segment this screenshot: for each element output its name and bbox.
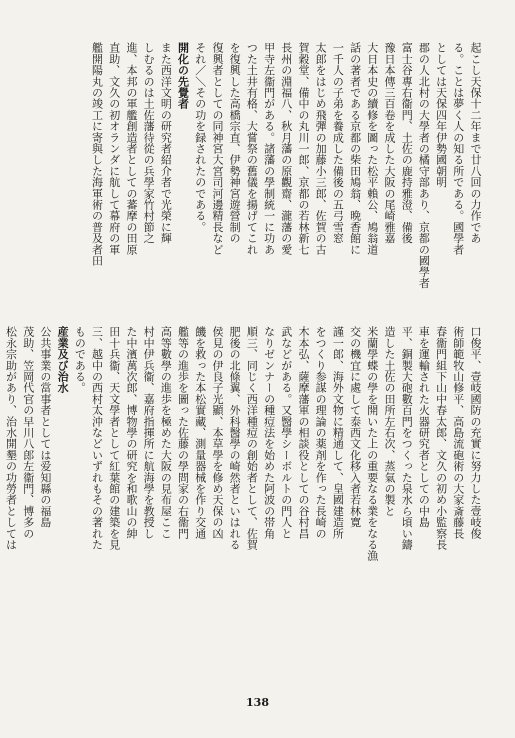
text-column: 米蘭學蝶の學を開いた上の重要なる業をなる漁 [365, 326, 379, 562]
text-column: 木本弘、薩摩藩軍の相談役としての谷村昌 [296, 326, 310, 539]
text-column: 高等數學の進歩を極めた大阪の見布屋ここ [159, 326, 173, 539]
text-column: 一千人の子弟を養成した備後の五弓雪窓 [331, 42, 345, 244]
text-column: 復興者としての同神宮大宮司河邊精長など [210, 42, 224, 255]
text-column: しむるのは土佐藩待從の兵學家竹村節之 [142, 42, 156, 244]
text-column: 田十兵衞、天文學者として紅葉館の建築を見 [107, 326, 121, 550]
text-column: 大日本史の續修を圖った松平賴公、鳩翁道 [365, 42, 379, 255]
text-column: 造した土佐の田所左右次、蒸氣の製と [382, 326, 396, 517]
text-column: 豫日本傳三百卷を成した大阪の尾崎雅嘉 [382, 42, 396, 244]
upper-text-band [36, 42, 484, 294]
text-column: 順三、同じく西洋種痘の創始者として、佐賀 [245, 326, 259, 550]
text-column [0, 326, 2, 682]
text-column: をつくり参謀の理論の薬剤を作った長崎の [314, 326, 328, 539]
text-column: 郡の人北村の大學者の橘守部あり、京都の國學者 [417, 42, 431, 289]
text-column: 起こし天保十二年まで廿八回の力作であ [469, 42, 482, 244]
section-heading: 開化の先覺者 [176, 42, 190, 110]
text-column: 術師範牧山修平、高島流砲術の大家斎藤長 [451, 326, 465, 539]
text-column: を復興した高橋宗直、伊勢神宮遊營制の [228, 42, 242, 244]
text-column: る。ことは夢く人の知る所である。國學者 [451, 42, 465, 255]
text-column: なりゼンナーの種痘法を始めた阿波の帯角 [262, 326, 276, 539]
text-column: 平、銅製大砲數百門をつくった泉水ら頃い鑄 [400, 326, 414, 550]
text-column: 艦等の進歩を圖った佐藤の學問家の右衞門 [176, 326, 190, 539]
text-column: 長州の淵福八、秋月藩の原觀齋、瀧藩の愛 [279, 42, 293, 255]
text-column: 話の著者である京都の柴田鳩翁、晩香館に [348, 42, 362, 255]
text-column: 太郎をはじめ飛彈の加藤小三郎、佐賀の古 [314, 42, 328, 255]
text-column: 艦開陽丸の竣工に寄與した海軍術の普及者田 [90, 42, 104, 266]
text-column: 松永宗助があり、治水開墾の功勞者としては [4, 326, 18, 550]
text-column: つた土井有格、大嘗祭の舊儀を揚げてこれ [245, 42, 259, 255]
text-column: 茂助、笠岡代官の早川八郎左衞門、博多の [21, 326, 35, 539]
text-column: また西洋文明の研究者紹介者で光榮に輝 [159, 42, 173, 244]
text-column: 口俊平、壹岐國防の充實に努力した壹岐俊 [469, 326, 482, 539]
page-number: 138 [246, 696, 269, 709]
lower-text-band [4, 326, 484, 682]
text-column: 肥後の北條翼、外科醫學の崎然者といはれる [228, 326, 242, 550]
text-column: た中濱萬次郎、博物學の研究を和歌山の紳 [124, 326, 138, 539]
text-column: 武などがある。又醫學シーボルトの門人と [279, 326, 293, 539]
text-column: 謹一郎、海外文物に精通して、皇國建造所 [331, 326, 345, 539]
text-column: 交の機宜に處して泰西文化移入者若林寛 [348, 326, 362, 528]
text-column: 車を運輸された火器研究者としての中島 [417, 326, 431, 528]
text-column: としては天保四年伊勢國朝明 [434, 42, 448, 188]
text-column: 直助、文久の初オランダに航して幕府の軍 [107, 42, 121, 255]
text-column: 賀穀堂、備中の丸川一郎、京都の若林新七 [296, 42, 310, 255]
text-column: 饑を救った本松實藏、測量器械を作り交通 [193, 326, 207, 539]
text-column: ものである。 [73, 326, 87, 394]
text-column: 春衞門組下山中春太郎、文久の初め小監察長 [434, 326, 448, 550]
text-column: 村中伊兵衞、嘉府指揮所に航海學を教授し [142, 326, 156, 539]
text-column: 公共事業の當事者としては爱知縣の福島 [38, 326, 52, 528]
text-column: 進、本邦の軍艦創造者としての蕃摩の田原 [124, 42, 138, 255]
text-column: 三、越中の西村太沖などいずれもその著れた [90, 326, 104, 550]
section-heading: 産業及び治水 [56, 326, 70, 394]
text-column: それ／＼その功を録されたのである。 [193, 42, 207, 233]
text-column: 侯見の伊良子光顯、本草學を修め天保の凶 [210, 326, 224, 539]
text-column: 甲寺左衞門がある。諸藩の學制統一に功あ [262, 42, 276, 255]
text-column: 富士谷專右衞門、土佐の鹿持雅澄、備後 [400, 42, 414, 244]
